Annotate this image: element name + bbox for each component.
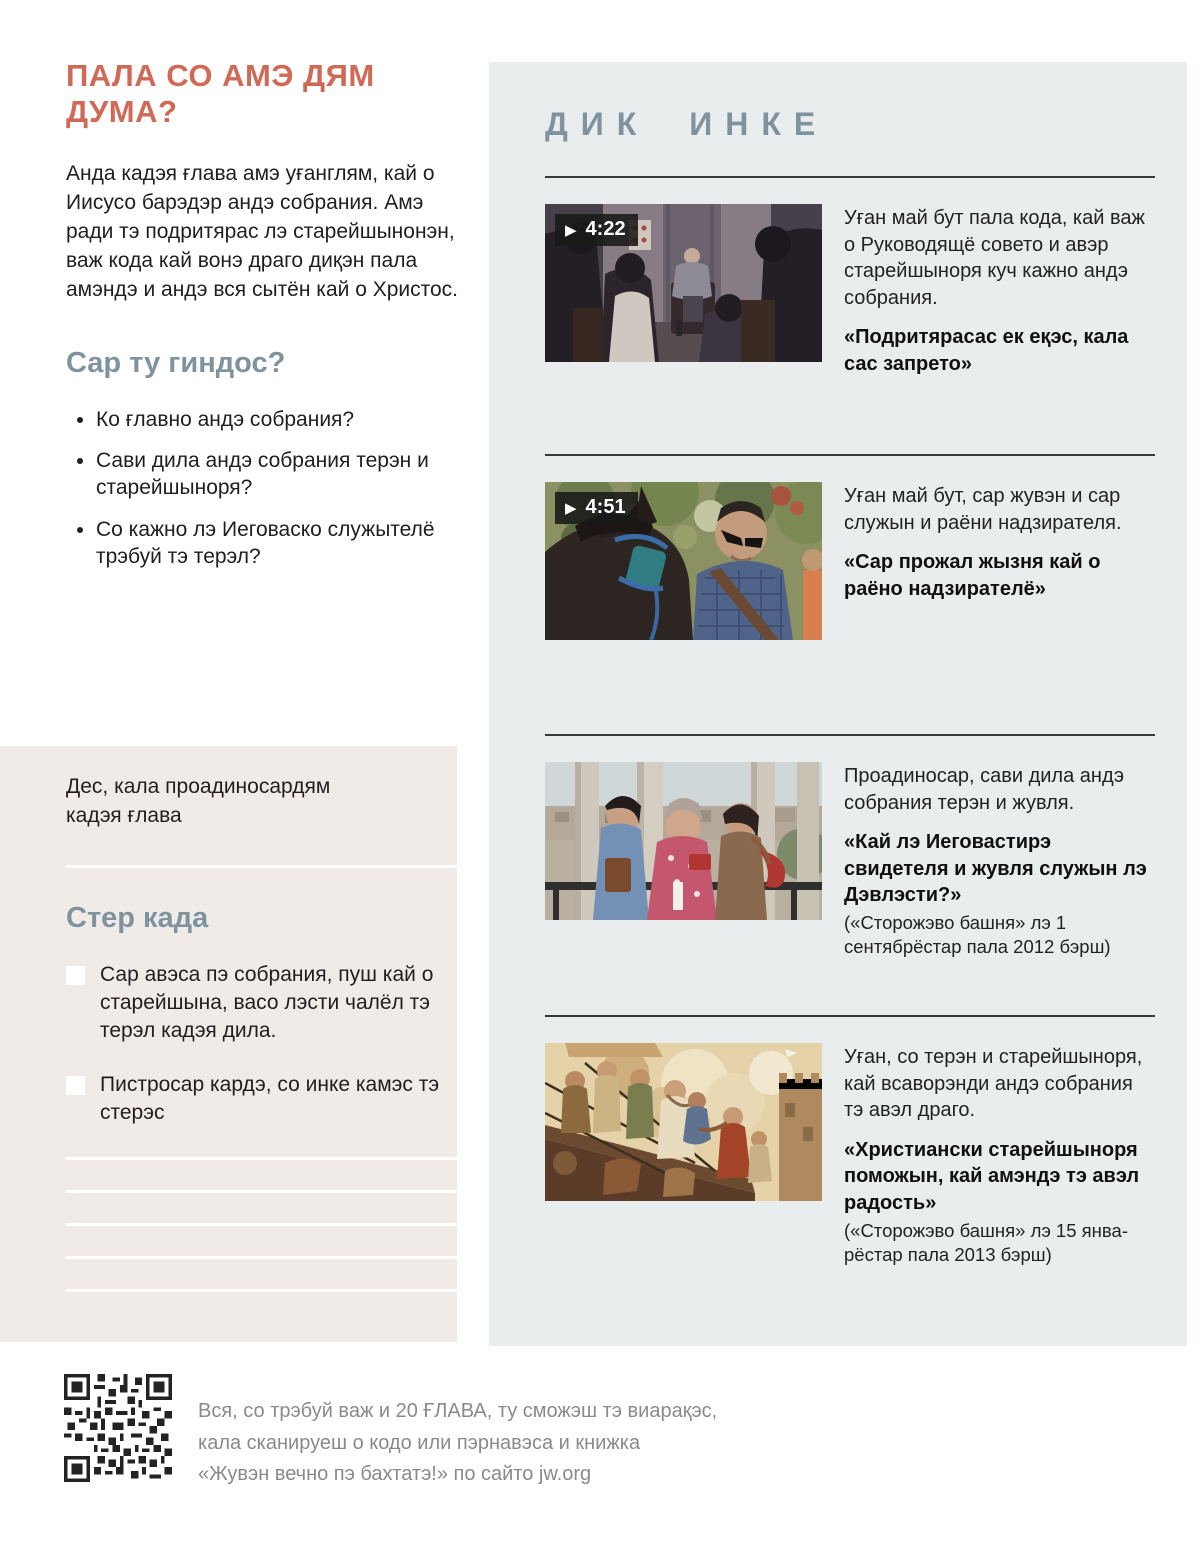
- think-question: • Сави дила андэ собрания терэн и старейшыноря?: [96, 447, 462, 502]
- media-row: [545, 454, 1155, 734]
- three-women-illustration: [545, 762, 822, 920]
- media-title-quote: «Сар прожал жызня кай о раёно надзирателё»: [844, 551, 1101, 600]
- see-also-panel: [489, 62, 1187, 1346]
- footer-line: «Жувэн вечно пэ бахтатэ!» по сайто jw.org: [198, 1463, 592, 1486]
- duration-badge: [555, 492, 638, 524]
- see-also-heading: ДИК ИНКЕ: [545, 106, 829, 142]
- video-thumbnail-meeting-room[interactable]: [545, 204, 822, 362]
- media-source: («Сторожэво башня» лэ 1 сентябрёстар пала 2012 бэрш): [844, 911, 1111, 958]
- intro-paragraph: Анда кадэя ғлава амэ уғанглям, кай о Иисусо барэдэр андэ собрания. Амэ ради тэ подритярас лэ старейшынонэн, важ кода кай вонэ драго диқэн пала амэндэ и андэ вся сытён кай о Христос.: [66, 161, 459, 301]
- media-row: [545, 176, 1155, 454]
- media-description: Проадиносар, сави дила андэ собрания терэн и жувля.: [844, 765, 1125, 814]
- todo-item-label: Пистросар кардэ, со инке камэс тэ стерэс: [100, 1073, 440, 1125]
- media-description: Уған май бут пала кода, кай важ о Руководящё совето и авэр старейшыноря куч кажно андэ собрания.: [844, 207, 1145, 309]
- footer: [64, 1374, 717, 1491]
- media-row-text: [844, 204, 1155, 454]
- footer-line: Вся, со трэбуй важ и 20 ҒЛАВА, ту сможэш тэ виарақэс,: [198, 1400, 718, 1422]
- left-column: [66, 58, 462, 584]
- notes-box-intro: Дес, кала проадиносардям кадэя ғлава: [66, 775, 331, 828]
- media-description: Уған май бут, сар жувэн и сар служын и раёни надзирателя.: [844, 485, 1122, 534]
- blank-line: [66, 1190, 457, 1193]
- page-title: ПАЛА СО АМЭ ДЯМ ДУМА?: [66, 58, 375, 129]
- media-row: [545, 734, 1155, 1015]
- duration-label: 4:22: [585, 218, 626, 240]
- checkbox: [66, 1076, 85, 1095]
- blank-line: [66, 1157, 457, 1160]
- think-section-heading: Сар ту гиндос?: [66, 346, 286, 379]
- play-icon: ▶: [565, 499, 577, 517]
- media-row-text: [844, 1043, 1155, 1339]
- todo-item-label: Сар авэса пэ собрания, пуш кай о старейшына, васо лэсти чалёл тэ терэл кадэя дила.: [100, 962, 434, 1043]
- footer-note: [198, 1374, 717, 1491]
- media-row-text: [844, 762, 1155, 1015]
- photo-three-women-columns: [545, 762, 822, 920]
- blank-line: [66, 1289, 457, 1292]
- painting-ship-farewell: [545, 1043, 822, 1201]
- blank-line: [66, 1256, 457, 1259]
- media-row-text: [844, 482, 1155, 734]
- duration-label: 4:51: [585, 496, 626, 518]
- media-title-quote: «Кай лэ Иеговастирэ свидетеля и жувля служын лэ Дэвлэсти?»: [844, 831, 1147, 907]
- todo-heading: Стер када: [66, 901, 209, 934]
- media-row: [545, 1015, 1155, 1339]
- todo-item: [66, 1071, 443, 1127]
- blank-line: [66, 1223, 457, 1226]
- media-title-quote: «Подритярасас ек еқэс, кала сас запрето»: [844, 326, 1129, 375]
- think-question: • Ко ғлавно андэ собрания?: [96, 406, 462, 433]
- duration-badge: [555, 214, 638, 246]
- footer-line: кала сканируеш о кодо или пэрнавэса и книжка: [198, 1431, 641, 1454]
- writing-lines: [66, 1157, 443, 1292]
- media-title-quote: «Христиански старейшыноря поможын, кай амэндэ тэ авэл радость»: [844, 1138, 1140, 1214]
- checkbox: [66, 966, 85, 985]
- todo-item: [66, 961, 443, 1045]
- notes-box: [0, 746, 457, 1342]
- notes-divider: [66, 865, 457, 868]
- play-icon: ▶: [565, 221, 577, 239]
- qr-code: [64, 1374, 172, 1482]
- think-question-list: [66, 406, 462, 570]
- think-question: • Со кажно лэ Иеговаско служытелё трэбуй тэ терэл?: [96, 516, 462, 571]
- media-source: («Сторожэво башня» лэ 15 январёстар пала 2013 бэрш): [844, 1219, 1128, 1265]
- media-description: Уған, со терэн и старейшыноря, кай всаворэнди андэ собрания тэ авэл драго.: [844, 1046, 1143, 1122]
- ship-farewell-illustration: [545, 1043, 822, 1201]
- video-thumbnail-man-with-donkey[interactable]: [545, 482, 822, 640]
